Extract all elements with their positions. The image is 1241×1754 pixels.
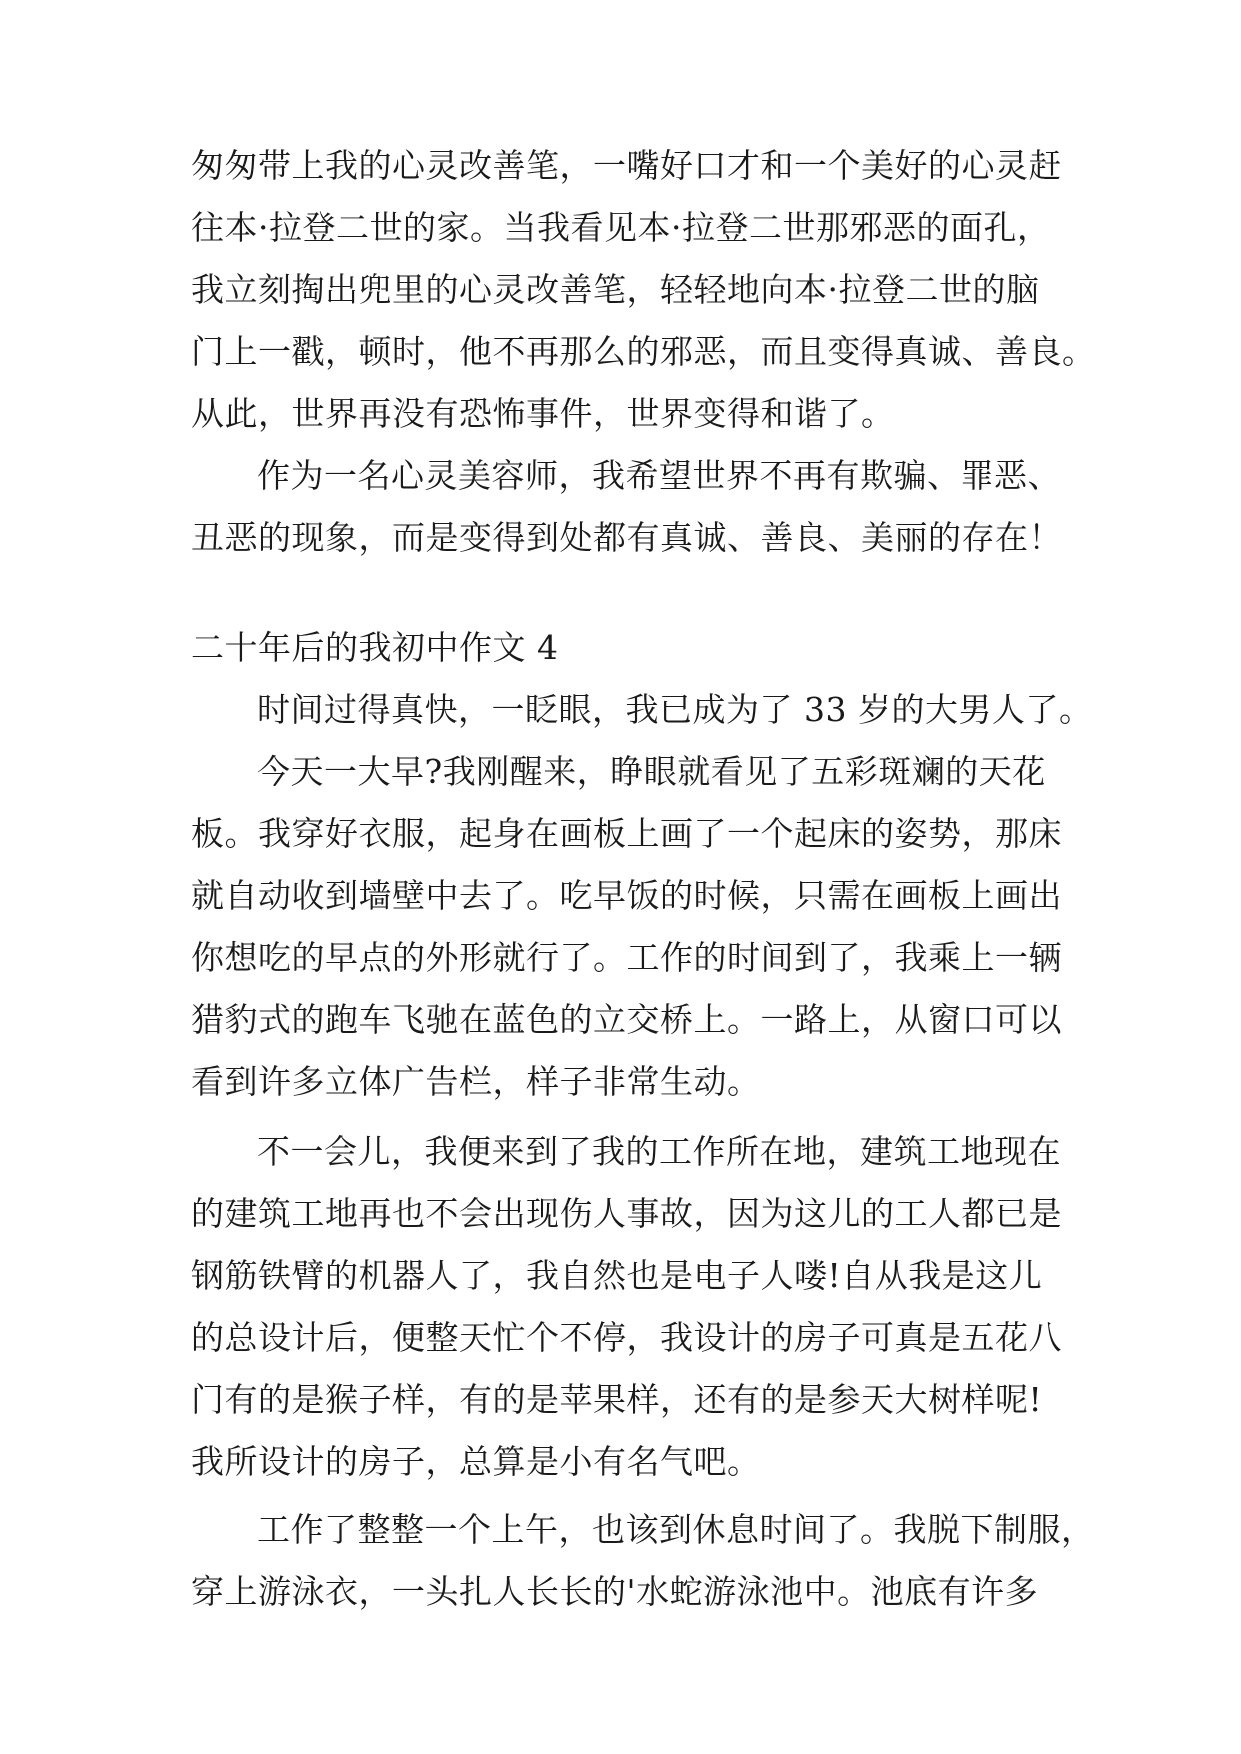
text-line: 门上一戳，顿时，他不再那么的邪恶，而且变得真诚、善良。 — [191, 332, 1096, 371]
paragraph-start-line: 工作了整整一个上午，也该到休息时间了。我脱下制服， — [257, 1510, 1095, 1549]
text-line: 我立刻掏出兜里的心灵改善笔，轻轻地向本·拉登二世的脑 — [191, 270, 1040, 309]
text-line: 丑恶的现象，而是变得到处都有真诚、善良、美丽的存在！ — [191, 518, 1062, 557]
text-line: 穿上游泳衣，一头扎人长长的'水蛇游泳池中。池底有许多 — [191, 1572, 1039, 1611]
paragraph-start-line: 时间过得真快，一眨眼，我已成为了 33 岁的大男人了。 — [257, 690, 1093, 729]
text-line: 从此，世界再没有恐怖事件，世界变得和谐了。 — [191, 394, 895, 433]
text-line: 就自动收到墙壁中去了。吃早饭的时候，只需在画板上画出 — [191, 876, 1062, 915]
text-line: 往本·拉登二世的家。当我看见本·拉登二世那邪恶的面孔， — [191, 208, 1051, 247]
paragraph-start-line: 今天一大早?我刚醒来，睁眼就看见了五彩斑斓的天花 — [257, 752, 1046, 791]
paragraph-start-line: 不一会儿，我便来到了我的工作所在地，建筑工地现在 — [257, 1132, 1061, 1171]
text-line: 钢筋铁臂的机器人了，我自然也是电子人喽!自从我是这儿 — [191, 1256, 1043, 1295]
text-line: 看到许多立体广告栏，样子非常生动。 — [191, 1062, 761, 1101]
paragraph-start-line: 作为一名心灵美容师，我希望世界不再有欺骗、罪恶、 — [257, 456, 1061, 495]
text-line: 猎豹式的跑车飞驰在蓝色的立交桥上。一路上，从窗口可以 — [191, 1000, 1062, 1039]
text-line: 我所设计的房子，总算是小有名气吧。 — [191, 1442, 761, 1481]
text-line: 门有的是猴子样，有的是苹果样，还有的是参天大树样呢! — [191, 1380, 1043, 1419]
section-heading: 二十年后的我初中作文 4 — [191, 628, 559, 667]
text-line: 匆匆带上我的心灵改善笔，一嘴好口才和一个美好的心灵赶 — [191, 146, 1062, 185]
text-line: 你想吃的早点的外形就行了。工作的时间到了，我乘上一辆 — [191, 938, 1062, 977]
text-line: 板。我穿好衣服，起身在画板上画了一个起床的姿势，那床 — [191, 814, 1062, 853]
text-line: 的总设计后，便整天忙个不停，我设计的房子可真是五花八 — [191, 1318, 1062, 1357]
text-line: 的建筑工地再也不会出现伤人事故，因为这儿的工人都已是 — [191, 1194, 1062, 1233]
